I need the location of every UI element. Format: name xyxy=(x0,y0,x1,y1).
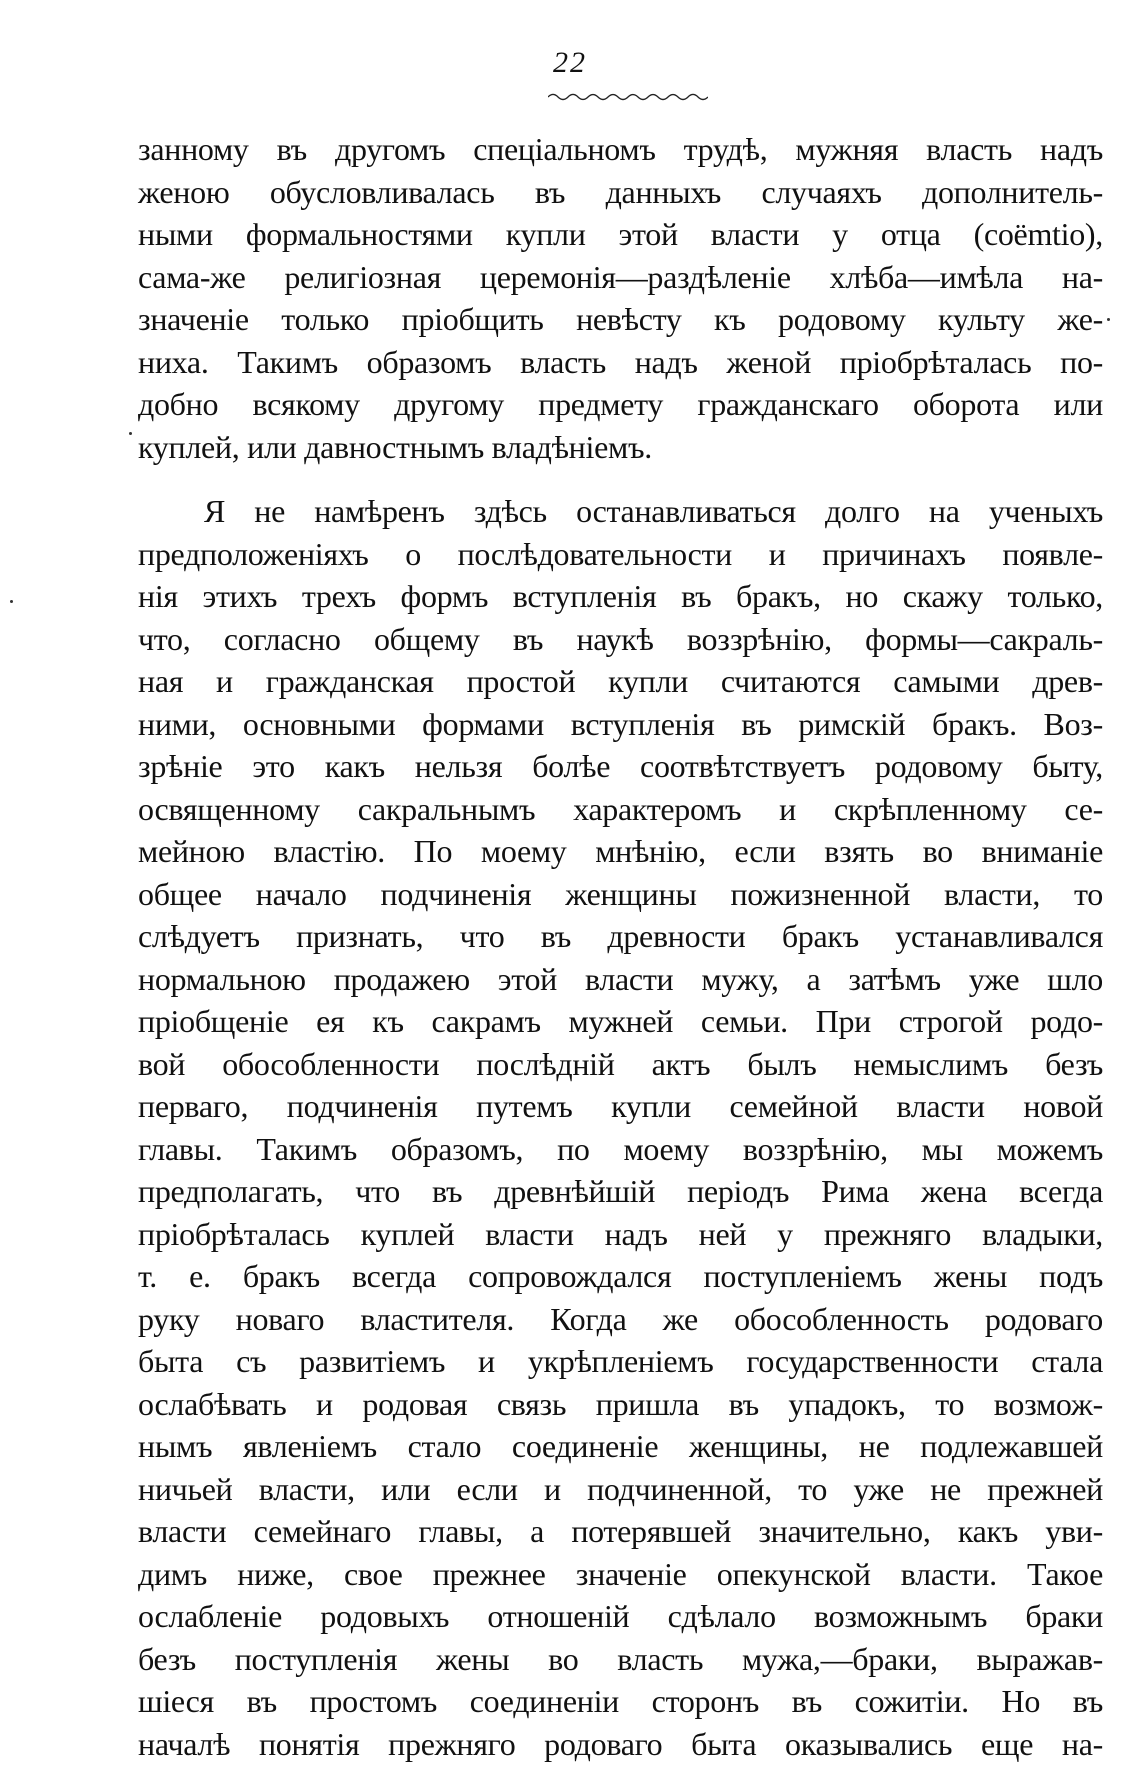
paragraph-2 xyxy=(138,490,1103,1765)
text-line: занному въ другомъ спеціальномъ трудѣ, мужняя власть надъ xyxy=(138,131,1103,167)
text-line: ослабѣвать и родовая связь пришла въ упадокъ, то возмож- xyxy=(138,1385,1103,1422)
text-line: что, согласно общему въ наукѣ воззрѣнію, формы—сакраль- xyxy=(138,620,1103,657)
print-speck xyxy=(129,432,132,435)
paragraph-1 xyxy=(138,128,1103,468)
text-line: руку новаго властителя. Когда же обособленность родоваго xyxy=(138,1300,1103,1337)
text-line: сама-же религіозная церемонія—раздѣленіе хлѣба—имѣла на- xyxy=(138,258,1103,295)
text-line: ними, основными формами вступленія въ римскій бракъ. Воз- xyxy=(138,705,1103,742)
text-line: власти семейнаго главы, а потерявшей значительно, какъ уви- xyxy=(138,1513,1103,1549)
text-line: ная и гражданская простой купли считаются самыми древ- xyxy=(138,663,1103,699)
text-line: нымъ явленіемъ стало соединеніе женщины, не подлежавшей xyxy=(138,1428,1103,1464)
page-number: 22 xyxy=(553,46,587,79)
text-line: безъ поступленія жены во власть мужа,—браки, выражав- xyxy=(138,1640,1103,1677)
text-line: пріобщеніе ея къ сакрамъ мужней семьи. При строгой родо- xyxy=(138,1003,1103,1039)
text-line: ничьей власти, или если и подчиненной, то уже не прежней xyxy=(138,1470,1103,1507)
text-line: мейною властію. По моему мнѣнію, если взять во вниманіе xyxy=(138,833,1103,869)
text-line: т. е. бракъ всегда сопровождался поступленіемъ жены подъ xyxy=(138,1258,1103,1294)
text-line: предполагать, что въ древнѣйшій періодъ Рима жена всегда xyxy=(138,1173,1103,1209)
text-line: шіеся въ простомъ соединеніи сторонъ въ сожитіи. Но въ xyxy=(138,1683,1103,1719)
text-line: пріобрѣталась куплей власти надъ ней у прежняго владыки, xyxy=(138,1215,1103,1252)
text-line: нормальною продажею этой власти мужу, а затѣмъ уже шло xyxy=(138,960,1103,997)
print-speck xyxy=(1107,318,1110,321)
text-line: зрѣніе это какъ нельзя болѣе соотвѣтствуетъ родовому быту, xyxy=(138,748,1103,784)
text-line: общее начало подчиненія женщины пожизненной власти, то xyxy=(138,875,1103,912)
text-line: освященному сакральнымъ характеромъ и скрѣпленному се- xyxy=(138,790,1103,827)
text-line: перваго, подчиненія путемъ купли семейной власти новой xyxy=(138,1088,1103,1124)
print-speck xyxy=(10,600,13,603)
wavy-rule-ornament xyxy=(548,92,708,102)
text-line: ослабленіе родовыхъ отношеній сдѣлало возможнымъ браки xyxy=(138,1598,1103,1634)
text-line: добно всякому другому предмету гражданскаго оборота или xyxy=(138,386,1103,422)
text-line: вой обособленности послѣдній актъ былъ немыслимъ безъ xyxy=(138,1045,1103,1082)
text-line: димъ ниже, свое прежнее значеніе опекунской власти. Такое xyxy=(138,1555,1103,1592)
text-line: слѣдуетъ признать, что въ древности бракъ устанавливался xyxy=(138,918,1103,954)
text-line: значеніе только пріобщить невѣсту къ родовому культу же- xyxy=(138,301,1103,337)
text-line: женою обусловливалась въ данныхъ случаяхъ дополнитель- xyxy=(138,173,1103,210)
text-line: нія этихъ трехъ формъ вступленія въ бракъ, но скажу только, xyxy=(138,578,1103,614)
text-line: ными формальностями купли этой власти у отца (coëmtio), xyxy=(138,216,1103,252)
text-line: ниха. Такимъ образомъ власть надъ женой пріобрѣталась по- xyxy=(138,343,1103,380)
text-line: началѣ понятія прежняго родоваго быта оказывались еще на- xyxy=(138,1725,1103,1762)
text-line: быта съ развитіемъ и укрѣпленіемъ государственности стала xyxy=(138,1343,1103,1379)
text-line: предположеніяхъ о послѣдовательности и причинахъ появле- xyxy=(138,535,1103,572)
text-line: куплей, или давностнымъ владѣніемъ. xyxy=(138,428,652,465)
text-line: Я не намѣренъ здѣсь останавливаться долго на ученыхъ xyxy=(204,493,1103,529)
text-line: главы. Такимъ образомъ, по моему воззрѣнію, мы можемъ xyxy=(138,1130,1103,1167)
